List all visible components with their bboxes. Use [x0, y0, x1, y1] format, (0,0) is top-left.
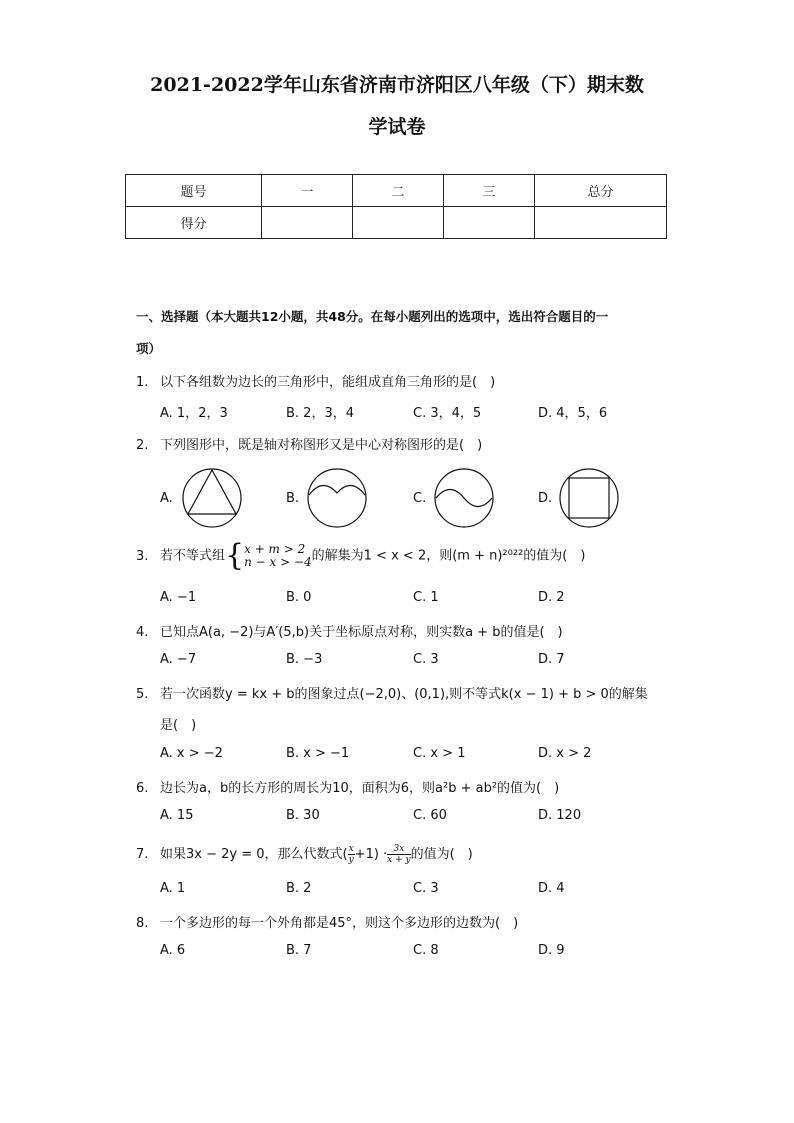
option-a[interactable]: A. 1，2，3 [160, 406, 228, 421]
question-text: 下列图形中，既是轴对称图形又是中心对称图形的是( ) [160, 438, 483, 453]
system-line-2: n − x > −4 [244, 555, 312, 569]
option-a[interactable]: A. 15 [160, 808, 194, 823]
section-heading [136, 301, 676, 365]
question-number: 6. [136, 781, 149, 796]
fraction-numerator: 3x [387, 844, 410, 855]
option-b[interactable]: B. 2，3，4 [286, 406, 354, 421]
option-b[interactable]: B. 30 [286, 808, 320, 823]
option-a[interactable]: A. −7 [160, 652, 197, 667]
option-a[interactable]: A. 6 [160, 943, 186, 958]
option-b[interactable]: B. [286, 491, 300, 506]
figure-circle-square [557, 467, 623, 529]
option-b[interactable]: B. 0 [286, 590, 312, 605]
option-a[interactable]: A. [160, 491, 173, 506]
score-input-cell[interactable] [353, 207, 444, 239]
score-header-cell: 三 [444, 175, 535, 207]
question-1 [136, 371, 495, 390]
question-text-post: 的值为( ) [410, 847, 473, 862]
figure-circle-wave [432, 467, 498, 529]
option-a[interactable]: A. x > −2 [160, 746, 223, 761]
question-text-pre: 若不等式组 [160, 548, 226, 564]
question-text: 已知点A(a, −2)与A′(5,b)关于坐标原点对称，则实数a + b的值是( ) [160, 625, 563, 640]
question-number: 4. [136, 625, 149, 640]
option-d[interactable]: D. 120 [538, 808, 582, 823]
section-heading-line-2: 项） [136, 341, 162, 356]
score-input-cell[interactable] [535, 207, 667, 239]
question-number: 2. [136, 438, 149, 453]
question-7 [136, 843, 473, 865]
option-d[interactable]: D. 9 [538, 943, 565, 958]
score-header-cell: 一 [262, 175, 353, 207]
option-c[interactable]: C. 8 [413, 943, 439, 958]
fraction-numerator: x [348, 844, 354, 854]
option-d[interactable]: D. x > 2 [538, 746, 592, 761]
question-text-mid: +1) · [354, 847, 388, 862]
question-5-continued: 是( ) [160, 718, 197, 733]
option-c[interactable]: C. 3，4，5 [413, 406, 482, 421]
question-number: 3. [136, 548, 149, 564]
option-c[interactable]: C. x > 1 [413, 746, 466, 761]
option-b[interactable]: B. 2 [286, 881, 312, 896]
question-text: 以下各组数为边长的三角形中，能组成直角三角形的是( ) [160, 375, 496, 390]
option-b[interactable]: B. x > −1 [286, 746, 350, 761]
option-a[interactable]: A. −1 [160, 590, 197, 605]
fraction-3x-over-x-plus-y [387, 844, 410, 865]
option-c[interactable]: C. 3 [413, 881, 439, 896]
score-input-cell[interactable] [444, 207, 535, 239]
fraction-denominator: x + y [387, 855, 411, 865]
question-text: 边长为a，b的长方形的周长为10，面积为6，则a²b + ab²的值为( ) [160, 781, 560, 796]
score-header-cell: 总分 [535, 175, 667, 207]
question-number: 5. [136, 687, 149, 702]
question-text-post: 的解集为1 < x < 2，则(m + n)²⁰²²的值为( ) [311, 548, 586, 564]
system-line-1: x + m > 2 [244, 542, 306, 556]
score-table [125, 174, 667, 239]
option-b[interactable]: B. −3 [286, 652, 323, 667]
score-row-label: 得分 [126, 207, 262, 239]
score-table-header-row [126, 175, 667, 207]
option-d[interactable]: D. [538, 491, 553, 506]
question-number: 8. [136, 916, 149, 931]
question-text: 若一次函数y = kx + b的图象过点(−2,0)、(0,1),则不等式k(x − 1) + b > 0的解集 [160, 687, 648, 702]
score-header-cell: 题号 [126, 175, 262, 207]
page-title-line-1: 2021-2022学年山东省济南市济阳区八年级（下）期末数 [150, 74, 644, 96]
option-c[interactable]: C. 1 [413, 590, 439, 605]
option-d[interactable]: D. 4 [538, 881, 565, 896]
question-3 [136, 538, 586, 573]
option-d[interactable]: D. 2 [538, 590, 565, 605]
question-8 [136, 912, 518, 931]
figure-circle-arcs [305, 467, 371, 529]
option-b[interactable]: B. 7 [286, 943, 312, 958]
figure-circle-triangle [180, 467, 246, 529]
option-d[interactable]: D. 7 [538, 652, 565, 667]
fraction-denominator: y [348, 855, 354, 865]
question-4 [136, 621, 563, 640]
question-5 [136, 683, 648, 702]
section-heading-line-1: 一、选择题（本大题共12小题，共48分。在每小题列出的选项中，选出符合题目的一 [136, 309, 609, 324]
score-input-cell[interactable] [262, 207, 353, 239]
option-a[interactable]: A. 1 [160, 881, 186, 896]
score-table-row [126, 207, 667, 239]
left-brace: { [225, 538, 245, 573]
option-c[interactable]: C. [413, 491, 427, 506]
question-2 [136, 434, 482, 453]
option-c[interactable]: C. 3 [413, 652, 439, 667]
page-title-line-2: 学试卷 [368, 116, 426, 138]
question-text-pre: 如果3x − 2y = 0，那么代数式( [160, 847, 348, 862]
question-number: 1. [136, 375, 149, 390]
question-6 [136, 777, 559, 796]
inequality-system [225, 538, 312, 573]
fraction-x-over-y [348, 844, 355, 865]
question-text: 一个多边形的每一个外角都是45°，则这个多边形的边数为( ) [160, 916, 519, 931]
option-c[interactable]: C. 60 [413, 808, 447, 823]
question-number: 7. [136, 847, 149, 862]
score-header-cell: 二 [353, 175, 444, 207]
option-d[interactable]: D. 4，5，6 [538, 406, 608, 421]
